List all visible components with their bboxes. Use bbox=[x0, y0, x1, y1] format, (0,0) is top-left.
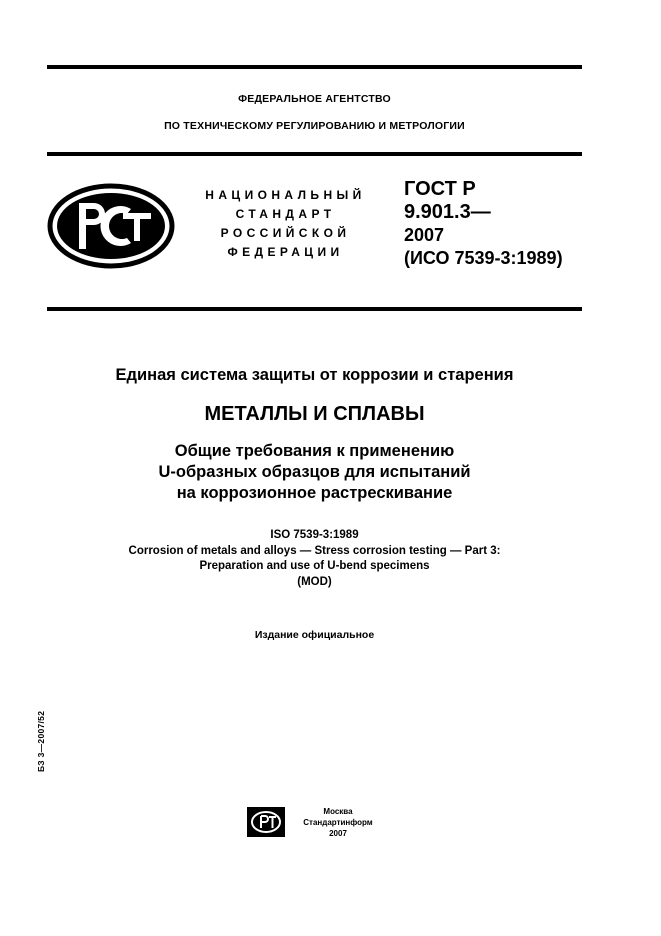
national-standard-line-4: ФЕДЕРАЦИИ bbox=[227, 245, 344, 259]
designation-line-1: ГОСТ Р bbox=[404, 178, 476, 200]
agency-line-2: ПО ТЕХНИЧЕСКОМУ РЕГУЛИРОВАНИЮ И МЕТРОЛОГИИ bbox=[164, 120, 465, 132]
subtitle bbox=[47, 441, 582, 504]
header-rule bbox=[47, 152, 582, 156]
publisher-name: Стандартинформ bbox=[303, 818, 373, 827]
iso-reference bbox=[47, 528, 582, 590]
iso-line-1: ISO 7539-3:1989 bbox=[270, 529, 359, 541]
designation-line-2: 9.901.3— bbox=[404, 201, 491, 223]
edition-label: Издание официальное bbox=[254, 629, 375, 641]
national-standard-line-1: НАЦИОНАЛЬНЫЙ bbox=[205, 188, 366, 202]
iso-line-4: (MOD) bbox=[297, 575, 332, 588]
standard-designation bbox=[404, 178, 563, 270]
national-standard-line-2: СТАНДАРТ bbox=[235, 207, 336, 221]
publisher-imprint bbox=[294, 806, 382, 839]
series-title: Единая система защиты от коррозии и старения bbox=[115, 366, 514, 384]
top-rule bbox=[47, 65, 582, 69]
side-registration-code: БЗ 3—2007/52 bbox=[36, 710, 46, 772]
subtitle-line-2: U-образных образцов для испытаний bbox=[158, 463, 471, 481]
iso-line-2: Corrosion of metals and alloys — Stress corrosion testing — Part 3: bbox=[128, 544, 501, 557]
publisher-year: 2007 bbox=[329, 829, 347, 838]
subtitle-line-1: Общие требования к применению bbox=[174, 442, 455, 460]
designation-rule bbox=[47, 307, 582, 311]
rst-certification-logo-icon bbox=[47, 183, 175, 269]
national-standard-line-3: РОССИЙСКОЙ bbox=[220, 226, 351, 240]
subtitle-line-3: на коррозионное растрескивание bbox=[176, 484, 453, 502]
designation-line-4: (ИСО 7539-3:1989) bbox=[404, 248, 563, 268]
national-standard-label bbox=[178, 186, 393, 262]
main-title: МЕТАЛЛЫ И СПЛАВЫ bbox=[204, 403, 425, 425]
publisher-city: Москва bbox=[323, 807, 353, 816]
standartinform-logo-icon bbox=[247, 807, 285, 837]
agency-line-1: ФЕДЕРАЛЬНОЕ АГЕНТСТВО bbox=[238, 93, 391, 105]
iso-line-3: Preparation and use of U-bend specimens bbox=[199, 560, 430, 572]
designation-line-3: 2007 bbox=[404, 225, 445, 245]
